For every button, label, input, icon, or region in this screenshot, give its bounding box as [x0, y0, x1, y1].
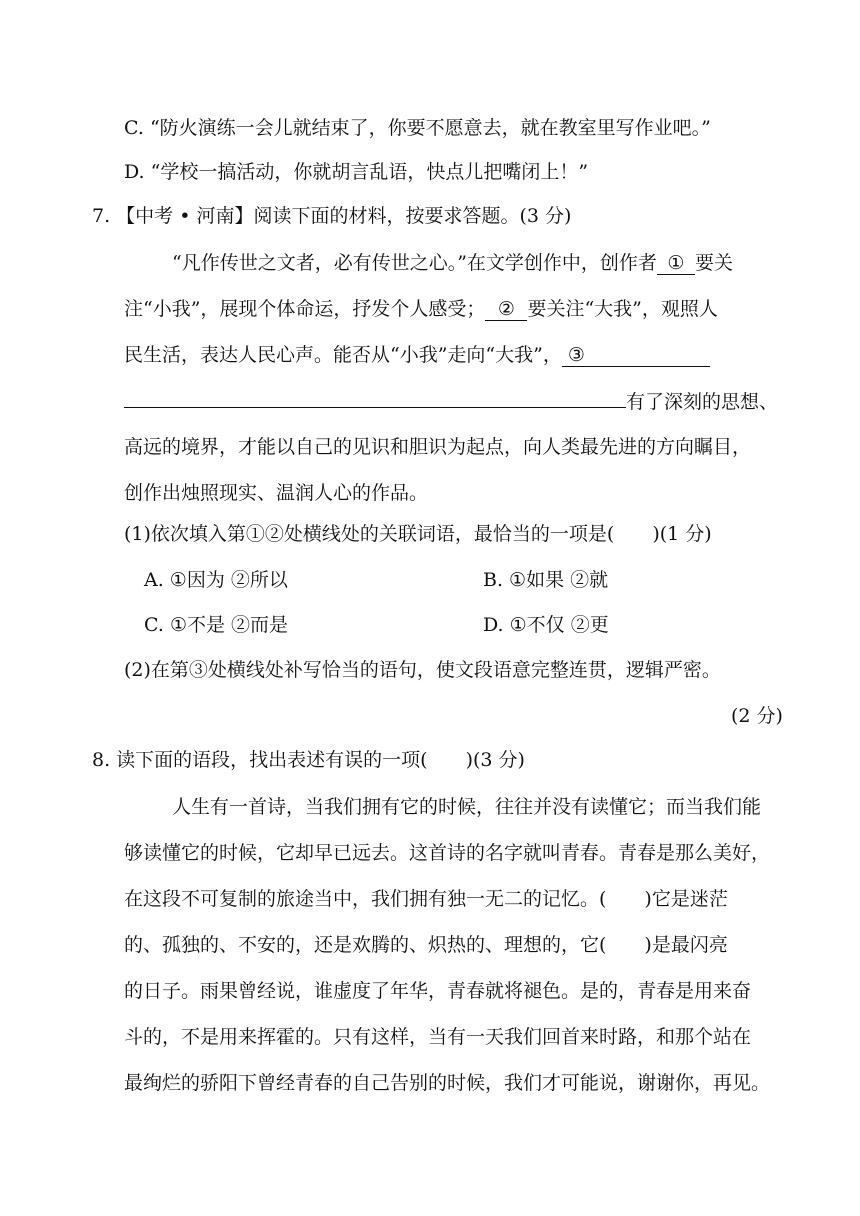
q7-text: 要关 [694, 252, 733, 274]
q7-text: 有了深刻的思想、 [626, 391, 779, 413]
q7-para-line-3 [124, 341, 784, 369]
q7-option-b: B. ①如果 ②就 [483, 569, 609, 591]
q6-option-d: D. “学校一搞活动，你就胡言乱语，快点儿把嘴闭上！” [124, 161, 589, 183]
q8-para-line-6: 斗的，不是用来挥霍的。只有这样，当有一天我们回首来时路，和那个站在 [124, 1026, 752, 1048]
q7-text: 要关注“大我”，观照人 [527, 298, 718, 320]
q7-para-line-6: 创作出烛照现实、温润人心的作品。 [124, 482, 429, 504]
q7-blank-2: ② [485, 298, 527, 321]
q7-header: 7. 【中考 • 河南】阅读下面的材料，按要求答题。(3 分) [92, 205, 572, 227]
q7-para-line-4 [124, 387, 784, 416]
q7-text: 民生活，表达人民心声。能否从“小我”走向“大我”， [124, 344, 562, 366]
q7-text: “凡作传世之文者，必有传世之心。”在文学创作中，创作者 [172, 252, 657, 274]
q8-para-line-4: 的、孤独的、不安的，还是欢腾的、炽热的、理想的，它( )是最闪亮 [124, 934, 728, 956]
q8-para-line-7: 最绚烂的骄阳下曾经青春的自己告别的时候，我们才可能说，谢谢你，再见。 [124, 1072, 771, 1094]
q8-para-line-5: 的日子。雨果曾经说，谁虚度了年华，青春就将褪色。是的，青春是用来奋 [124, 980, 752, 1002]
q7-blank-3-continued [124, 387, 626, 408]
q7-para-line-2 [124, 295, 784, 323]
q7-blank-1: ① [657, 252, 695, 275]
q7-text: 注“小我”，展现个体命运，抒发个人感受； [124, 298, 486, 320]
q7-para-line-5: 高远的境界，才能以自己的见识和胆识为起点，向人类最先进的方向瞩目， [124, 436, 752, 458]
q7-subquestion-2: (2)在第③处横线处补写恰当的语句，使文段语意完整连贯，逻辑严密。 [124, 659, 721, 681]
q6-option-c: C. “防火演练一会儿就结束了，你要不愿意去，就在教室里写作业吧。” [124, 117, 711, 139]
q7-subquestion-2-score: (2 分) [731, 705, 783, 727]
q8-para-line-1: 人生有一首诗，当我们拥有它的时候，往往并没有读懂它；而当我们能 [172, 796, 762, 818]
q7-subquestion-1: (1)依次填入第①②处横线处的关联词语，最恰当的一项是( )(1 分) [124, 523, 712, 545]
q8-para-line-3: 在这段不可复制的旅途当中，我们拥有独一无二的记忆。( )它是迷茫 [124, 888, 728, 910]
q7-para-line-1 [172, 249, 782, 277]
q7-option-c: C. ①不是 ②而是 [144, 614, 289, 636]
q8-header: 8. 读下面的语段，找出表述有误的一项( )(3 分) [92, 749, 525, 771]
q7-blank-3: ③ [562, 344, 710, 367]
q7-option-a: A. ①因为 ②所以 [144, 569, 288, 591]
q8-para-line-2: 够读懂它的时候，它却早已远去。这首诗的名字就叫青春。青春是那么美好， [124, 842, 771, 864]
q7-option-d: D. ①不仅 ②更 [483, 614, 609, 636]
